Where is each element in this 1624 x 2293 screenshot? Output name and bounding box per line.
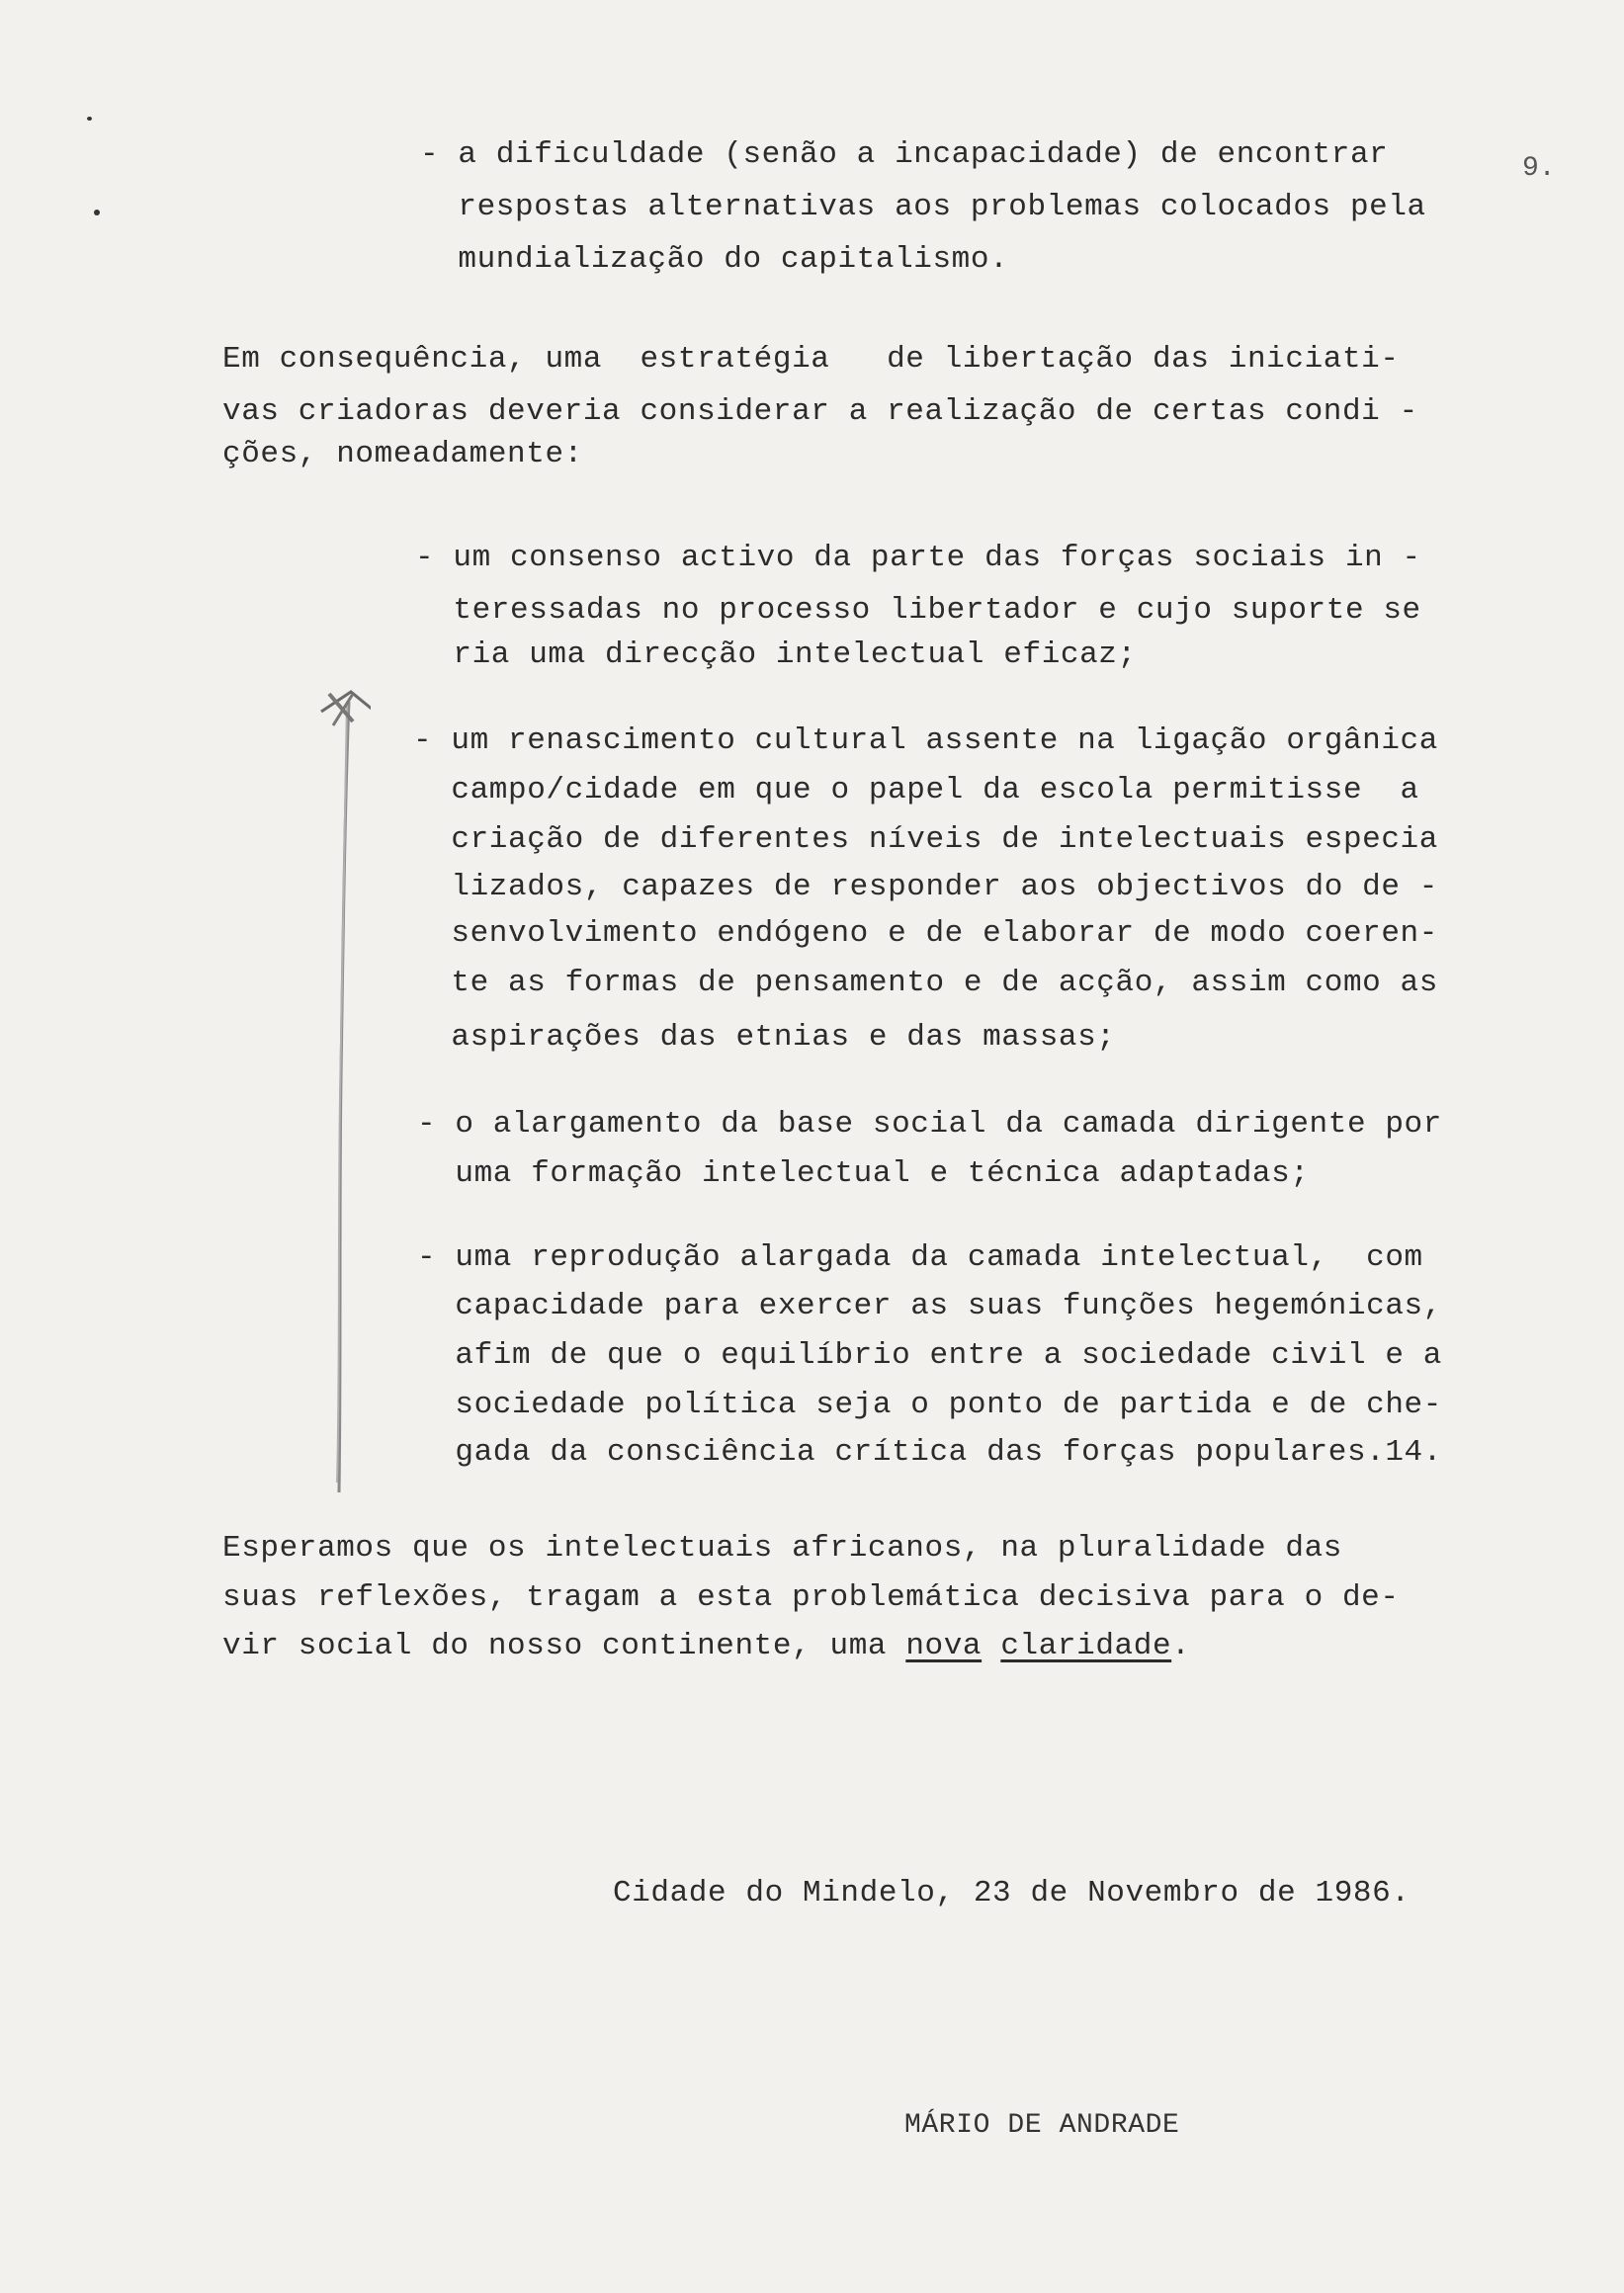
list-item-line: te as formas de pensamento e de acção, assim como as: [413, 966, 1438, 1000]
text-line: ções, nomeadamente:: [222, 437, 583, 471]
text-line: respostas alternativas aos problemas colocados pela: [420, 190, 1426, 224]
closing-line-last: [222, 1627, 1190, 1666]
list-item-line: aspirações das etnias e das massas;: [413, 1020, 1116, 1055]
text-line: mundialização do capitalismo.: [420, 242, 1009, 277]
list-item-line: capacidade para exercer as suas funções hegemónicas,: [417, 1289, 1442, 1323]
signature: MÁRIO DE ANDRADE: [904, 2110, 1180, 2141]
closing-line: suas reflexões, tragam a esta problemática decisiva para o de-: [222, 1580, 1400, 1615]
list-item-line: criação de diferentes níveis de intelectuais especia: [413, 822, 1438, 857]
list-item-line: uma formação intelectual e técnica adaptadas;: [417, 1156, 1310, 1191]
emphasis-word: nova: [905, 1629, 983, 1663]
list-item-line: afim de que o equilíbrio entre a sociedade civil e a: [417, 1338, 1442, 1373]
text-line: Em consequência, uma estratégia de libertação das iniciati-: [222, 342, 1400, 377]
list-item-line: - um renascimento cultural assente na ligação orgânica: [413, 723, 1438, 758]
text-line: vas criadoras deveria considerar a realização de certas condi -: [222, 394, 1418, 429]
list-item-line: senvolvimento endógeno e de elaborar de modo coeren-: [413, 916, 1438, 951]
list-item-line: - o alargamento da base social da camada dirigente por: [417, 1107, 1442, 1142]
list-item-line: - uma reprodução alargada da camada intelectual, com: [417, 1240, 1423, 1275]
list-item-line: - um consenso activo da parte das forças sociais in -: [415, 541, 1421, 575]
text-line: - a dificuldade (senão a incapacidade) de encontrar: [420, 137, 1389, 172]
margin-speck: [94, 210, 100, 215]
pencil-margin-line-icon: [311, 682, 371, 1502]
list-item-line: gada da consciência crítica das forças populares.14.: [417, 1435, 1442, 1470]
emphasis-word: claridade: [1000, 1629, 1172, 1663]
margin-speck: [87, 117, 92, 121]
list-item-line: ria uma direcção intelectual eficaz;: [415, 637, 1137, 672]
closing-line: Esperamos que os intelectuais africanos, na pluralidade das: [222, 1531, 1342, 1566]
closing-period: .: [1171, 1629, 1191, 1663]
place-date: Cidade do Mindelo, 23 de Novembro de 1986.: [613, 1876, 1410, 1911]
closing-text: vir social do nosso continente, uma: [222, 1629, 906, 1663]
list-item-line: campo/cidade em que o papel da escola permitisse a: [413, 773, 1419, 807]
page-number: 9.: [1522, 153, 1556, 184]
list-item-line: teressadas no processo libertador e cujo suporte se: [415, 593, 1421, 628]
list-item-line: sociedade política seja o ponto de partida e de che-: [417, 1388, 1442, 1422]
list-item-line: lizados, capazes de responder aos objectivos do de -: [413, 870, 1438, 904]
